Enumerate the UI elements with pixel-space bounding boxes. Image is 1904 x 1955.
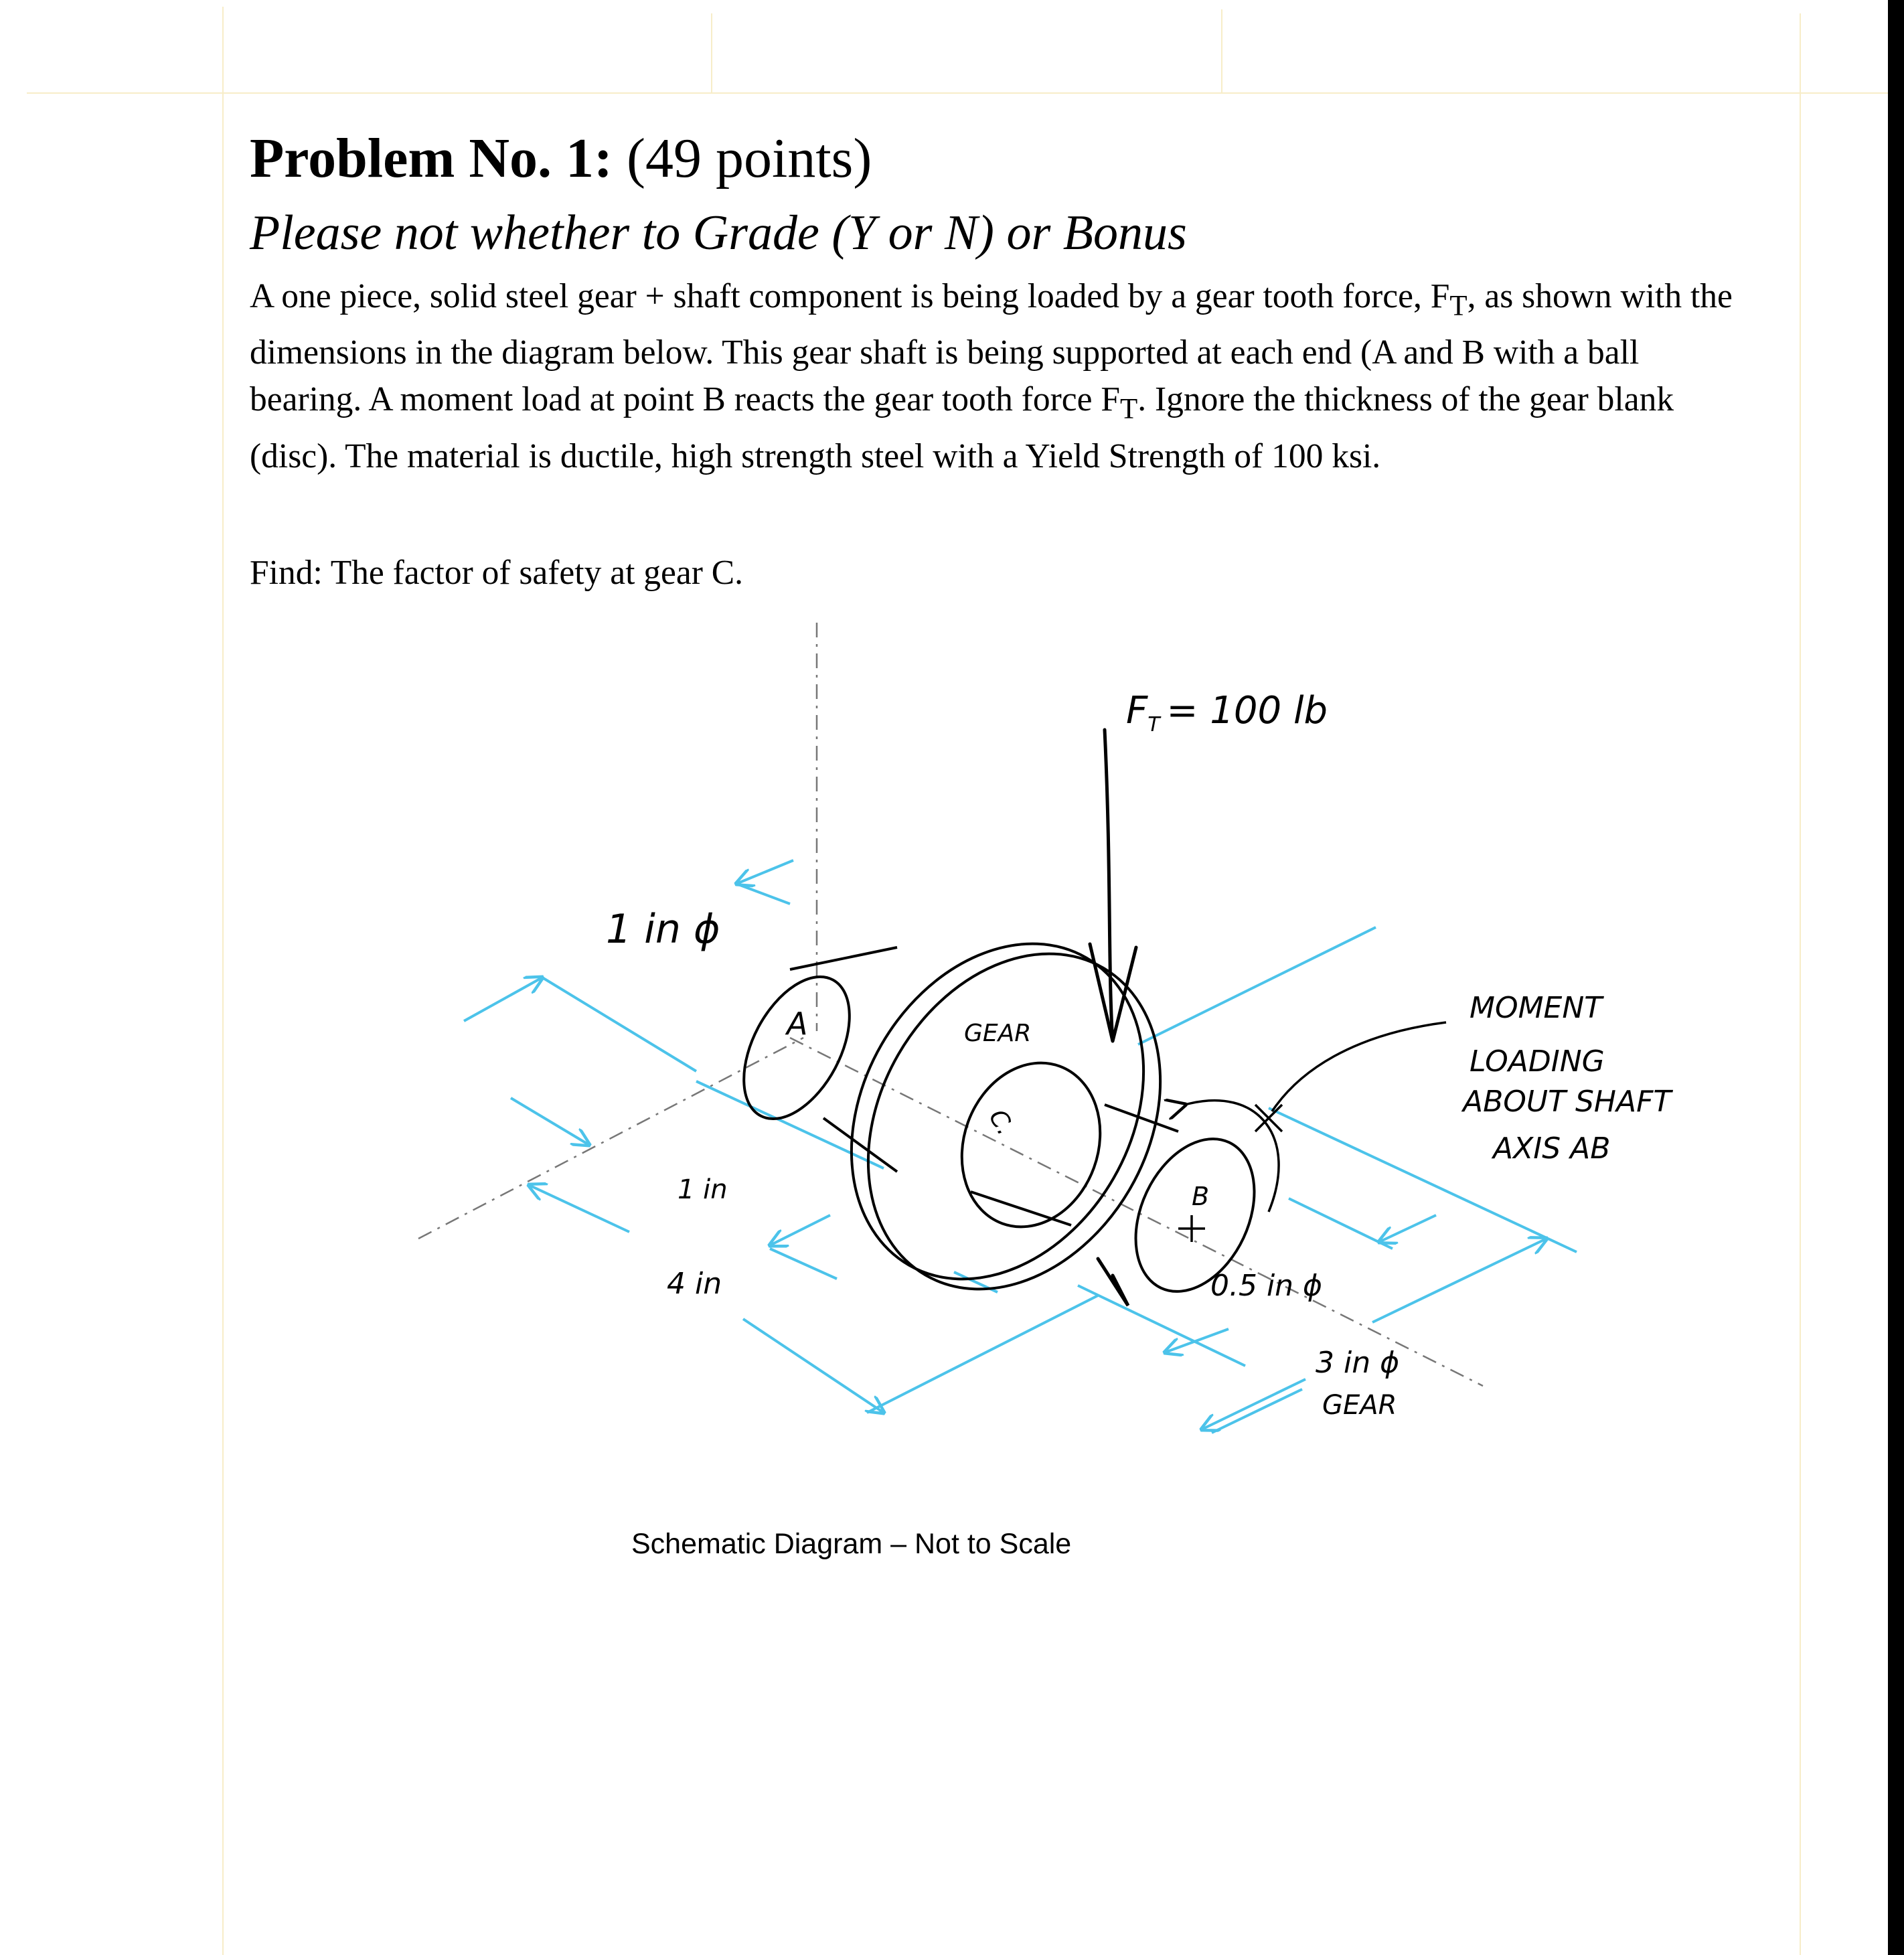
- axis-line-shaft: [790, 1038, 1483, 1386]
- dim-1in-dia-arrow: [464, 977, 542, 1021]
- statement-part-2: , as shown with the dimensions in the diagram below. This gear shaft is being supported at each end (A and B with a ball bearing. A moment load at point B reacts the gear tooth force F: [250, 277, 1733, 419]
- problem-title-number: Problem No. 1:: [250, 127, 613, 189]
- dim-3in-line-2: [1202, 1379, 1305, 1429]
- label-1in: 1 in: [678, 1174, 728, 1205]
- label-1in-diameter: 1 in ϕ: [606, 906, 720, 953]
- dim-1in-arrow-bottom: [529, 1185, 629, 1232]
- label-point-a: A: [787, 1006, 808, 1042]
- force-subscript-2: T: [1120, 393, 1138, 425]
- shaft-b-top-edge: [1105, 1105, 1178, 1131]
- force-subscript-1: T: [1449, 290, 1467, 322]
- label-05in-diameter: 0.5 in ϕ: [1210, 1269, 1323, 1303]
- shaft-b-bottom-edge-inner: [971, 1192, 1071, 1225]
- dim-4in-line: [867, 1296, 1098, 1413]
- label-4in: 4 in: [667, 1267, 722, 1301]
- shaft-a-end-face: [722, 959, 872, 1136]
- dim-1in-arrow-top: [511, 1098, 589, 1145]
- dim-05in-arrow-3: [1379, 1215, 1436, 1242]
- problem-subtitle: Please not whether to Grade (Y or N) or Bonus: [250, 206, 1187, 260]
- dim-top-arrow-2: [736, 884, 790, 904]
- moment-label-line-2: LOADING: [1470, 1044, 1605, 1079]
- dim-extension-a-1: [696, 1081, 884, 1168]
- shaft-b-top-edge-2: [1249, 1152, 1295, 1178]
- label-point-c: C.: [983, 1105, 1020, 1140]
- shaft-b-link-2: [1152, 1115, 1192, 1138]
- moment-label-line-3: ABOUT SHAFT: [1463, 1085, 1672, 1119]
- force-arrow-shaft: [1105, 730, 1113, 1041]
- dim-05in-arrow-2: [1212, 1389, 1302, 1433]
- gear-hub: [939, 1043, 1122, 1246]
- moment-label-line-1: MOMENT: [1470, 991, 1603, 1025]
- center-lines: [418, 623, 1483, 1386]
- dim-extension-right: [1269, 1108, 1577, 1252]
- label-gear: GEAR: [964, 1020, 1032, 1047]
- dim-extension-gear-top-2: [1138, 927, 1376, 1044]
- shaft-a-top-edge: [790, 947, 897, 969]
- moment-leader: [1272, 1022, 1446, 1111]
- moment-label-line-4: AXIS AB: [1493, 1131, 1611, 1166]
- dim-4in-leader: [743, 1319, 884, 1413]
- dim-extension-gear-top: [1031, 917, 1376, 927]
- dim-4in-arrow: [770, 1215, 830, 1245]
- statement-part-3: . Ignore the thickness of the gear blank (disc). The material is ductile, high strength steel with a Yield Strength of 100 ksi.: [250, 380, 1674, 475]
- force-arrow: [1090, 730, 1136, 1306]
- force-label: $F_T = 100$ lb: [1126, 689, 1328, 736]
- shaft-b-link: [1101, 1192, 1152, 1282]
- label-3in-diameter: 3 in ϕ: [1316, 1346, 1400, 1380]
- label-3in-gear: GEAR: [1322, 1390, 1397, 1421]
- find-statement: Find: The factor of safety at gear C.: [250, 554, 743, 592]
- dim-top-arrow: [736, 860, 793, 884]
- point-b-mark: [1178, 1215, 1205, 1242]
- dim-3in-line: [1372, 1239, 1546, 1322]
- dim-4in-extension: [770, 1249, 837, 1279]
- dim-1in-dia-line: [542, 977, 696, 1071]
- diagram-caption: Schematic Diagram – Not to Scale: [631, 1528, 1072, 1560]
- label-point-b: B: [1192, 1182, 1210, 1211]
- problem-title-points: (49 points): [627, 127, 872, 189]
- statement-part-1: A one piece, solid steel gear + shaft component is being loaded by a gear tooth force, F: [250, 277, 1450, 315]
- moment-label: [1461, 991, 1673, 1166]
- dim-extension-right-2: [1289, 1198, 1393, 1249]
